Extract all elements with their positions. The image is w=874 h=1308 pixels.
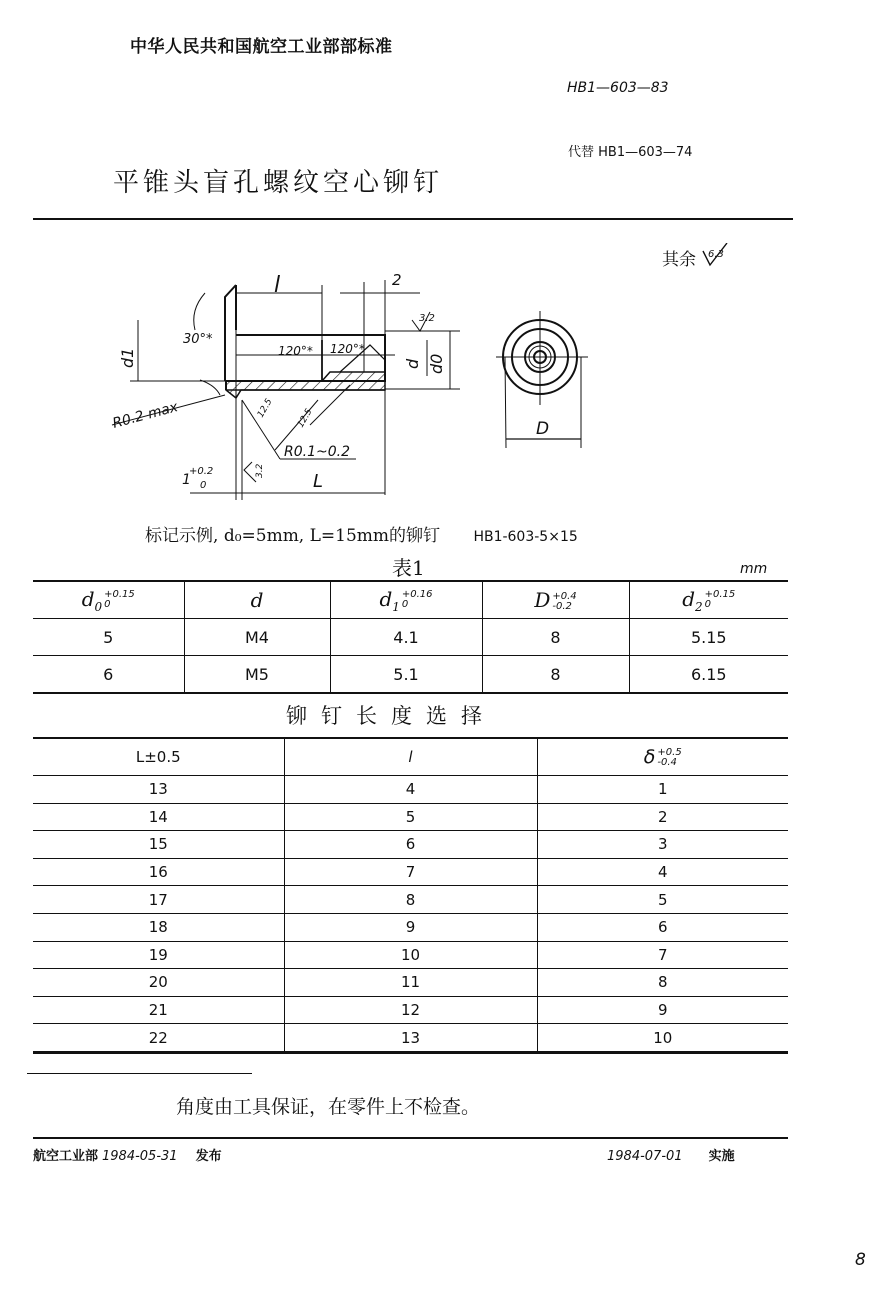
svg-text:D: D xyxy=(536,419,550,439)
marking-example-label: 标记示例, xyxy=(145,526,219,546)
issuing-organization: 中华人民共和国航空工业部部标准 xyxy=(130,37,393,57)
cell: 10 xyxy=(284,941,537,969)
cell: 12 xyxy=(284,996,537,1024)
document-title: 平锥头盲孔螺纹空心铆钉 xyxy=(113,168,444,198)
table-row xyxy=(33,656,788,694)
marking-example-text: d₀=5mm, L=15mm的铆钉 xyxy=(223,526,441,546)
table-row xyxy=(33,996,788,1024)
roughness-note-label: 其余 xyxy=(662,250,696,270)
svg-text:d0: d0 xyxy=(427,353,446,374)
table-row xyxy=(33,969,788,997)
table-row xyxy=(33,886,788,914)
cell: 11 xyxy=(284,969,537,997)
cell: 3 xyxy=(537,831,788,859)
cell: 8 xyxy=(482,656,629,694)
effective-info xyxy=(607,1145,735,1164)
issue-info xyxy=(33,1145,222,1164)
rivet-section-drawing xyxy=(100,260,480,510)
marking-example-code: HB1-603-5×15 xyxy=(473,529,578,545)
svg-text:12.5: 12.5 xyxy=(255,397,275,420)
table-row xyxy=(33,831,788,859)
header-d1: $d_1$ +0.16 0 xyxy=(330,581,482,619)
page-number: 8 xyxy=(855,1250,866,1270)
footnote-divider xyxy=(27,1073,252,1074)
effective-word: 实施 xyxy=(708,1149,735,1164)
marking-example xyxy=(145,521,578,546)
svg-text:R0.1~0.2: R0.1~0.2 xyxy=(284,444,350,460)
cell: 19 xyxy=(148,945,168,964)
cell: 6.15 xyxy=(629,656,788,694)
cell: 20 xyxy=(148,973,168,992)
header-d0: $d_0$ +0.15 0 xyxy=(81,586,135,614)
cell: 2 xyxy=(537,803,788,831)
cell: 4 xyxy=(284,776,537,804)
cell: 4.1 xyxy=(330,619,482,656)
cell: 22 xyxy=(148,1028,168,1047)
cell: 8 xyxy=(537,969,788,997)
rivet-end-view-drawing xyxy=(490,305,600,450)
cell: 13 xyxy=(284,1024,537,1053)
table-row xyxy=(33,619,788,656)
length-selection-table xyxy=(33,737,788,1054)
cell: 7 xyxy=(284,858,537,886)
svg-text:2: 2 xyxy=(392,271,402,289)
issuer: 航空工业部 xyxy=(33,1149,99,1164)
cell: 6 xyxy=(103,664,114,684)
standard-number: HB1—603—83 xyxy=(567,80,669,96)
svg-text:+0.2: +0.2 xyxy=(189,466,214,477)
replaces-standard: 代替 HB1—603—74 xyxy=(568,145,693,160)
svg-text:d1: d1 xyxy=(118,347,137,368)
cell: 5 xyxy=(537,886,788,914)
cell: 5 xyxy=(103,627,114,647)
table1-unit: mm xyxy=(740,561,768,577)
footnote: 角度由工具保证，在零件上不检查。 xyxy=(176,1096,481,1118)
cell: 9 xyxy=(537,996,788,1024)
header-D: D +0.4 -0.2 xyxy=(482,581,629,619)
cell: 13 xyxy=(148,780,168,799)
header-L: L±0.5 xyxy=(135,748,181,766)
svg-text:120°*: 120°* xyxy=(278,344,313,358)
svg-text:d: d xyxy=(403,358,422,369)
table-row xyxy=(33,913,788,941)
table-row xyxy=(33,776,788,804)
header-delta: δ +0.5 -0.4 xyxy=(537,738,788,776)
cell: 5 xyxy=(284,803,537,831)
table-row xyxy=(33,1024,788,1053)
header-d2: $d_2$ +0.15 0 xyxy=(629,581,788,619)
cell: 6 xyxy=(537,913,788,941)
issue-word: 发布 xyxy=(195,1149,222,1164)
issue-date: 1984-05-31 xyxy=(102,1149,178,1164)
roughness-check-icon xyxy=(701,243,735,269)
cell: 10 xyxy=(537,1024,788,1053)
footer-divider xyxy=(33,1137,788,1139)
cell: 7 xyxy=(537,941,788,969)
surface-roughness-note xyxy=(662,243,735,270)
svg-text:120°*: 120°* xyxy=(330,342,365,356)
effective-date: 1984-07-01 xyxy=(607,1149,683,1164)
cell: 14 xyxy=(148,807,168,826)
cell: 6 xyxy=(284,831,537,859)
table2-caption: 铆钉长度选择 xyxy=(286,704,496,728)
cell: 8 xyxy=(482,619,629,656)
cell: 15 xyxy=(148,835,168,854)
table-header-row xyxy=(33,738,788,776)
cell: 16 xyxy=(148,863,168,882)
cell: 1 xyxy=(537,776,788,804)
dimension-table xyxy=(33,580,788,694)
cell: 5.15 xyxy=(629,619,788,656)
svg-text:12.5: 12.5 xyxy=(295,407,315,430)
svg-text:1: 1 xyxy=(182,472,191,488)
svg-text:3.2: 3.2 xyxy=(419,313,435,324)
svg-text:R0.2 max: R0.2 max xyxy=(110,399,180,432)
table1-caption: 表1 xyxy=(392,556,425,580)
cell: 17 xyxy=(148,890,168,909)
cell: 9 xyxy=(284,913,537,941)
table-row xyxy=(33,803,788,831)
header-l: l xyxy=(284,738,537,776)
cell: 8 xyxy=(284,886,537,914)
title-divider xyxy=(33,218,793,220)
cell: 21 xyxy=(148,1001,168,1020)
table-row xyxy=(33,941,788,969)
svg-text:30°*: 30°* xyxy=(183,332,213,347)
cell: 5.1 xyxy=(330,656,482,694)
table-header-row xyxy=(33,581,788,619)
cell: 18 xyxy=(148,918,168,937)
svg-text:3.2: 3.2 xyxy=(255,463,265,478)
table-row xyxy=(33,858,788,886)
cell: 4 xyxy=(537,858,788,886)
cell: M4 xyxy=(184,619,330,656)
svg-text:0: 0 xyxy=(200,480,207,491)
header-d: d xyxy=(184,581,330,619)
cell: M5 xyxy=(184,656,330,694)
svg-text:L: L xyxy=(313,471,324,492)
svg-text:6.3: 6.3 xyxy=(708,249,725,260)
svg-text:l: l xyxy=(274,273,281,298)
